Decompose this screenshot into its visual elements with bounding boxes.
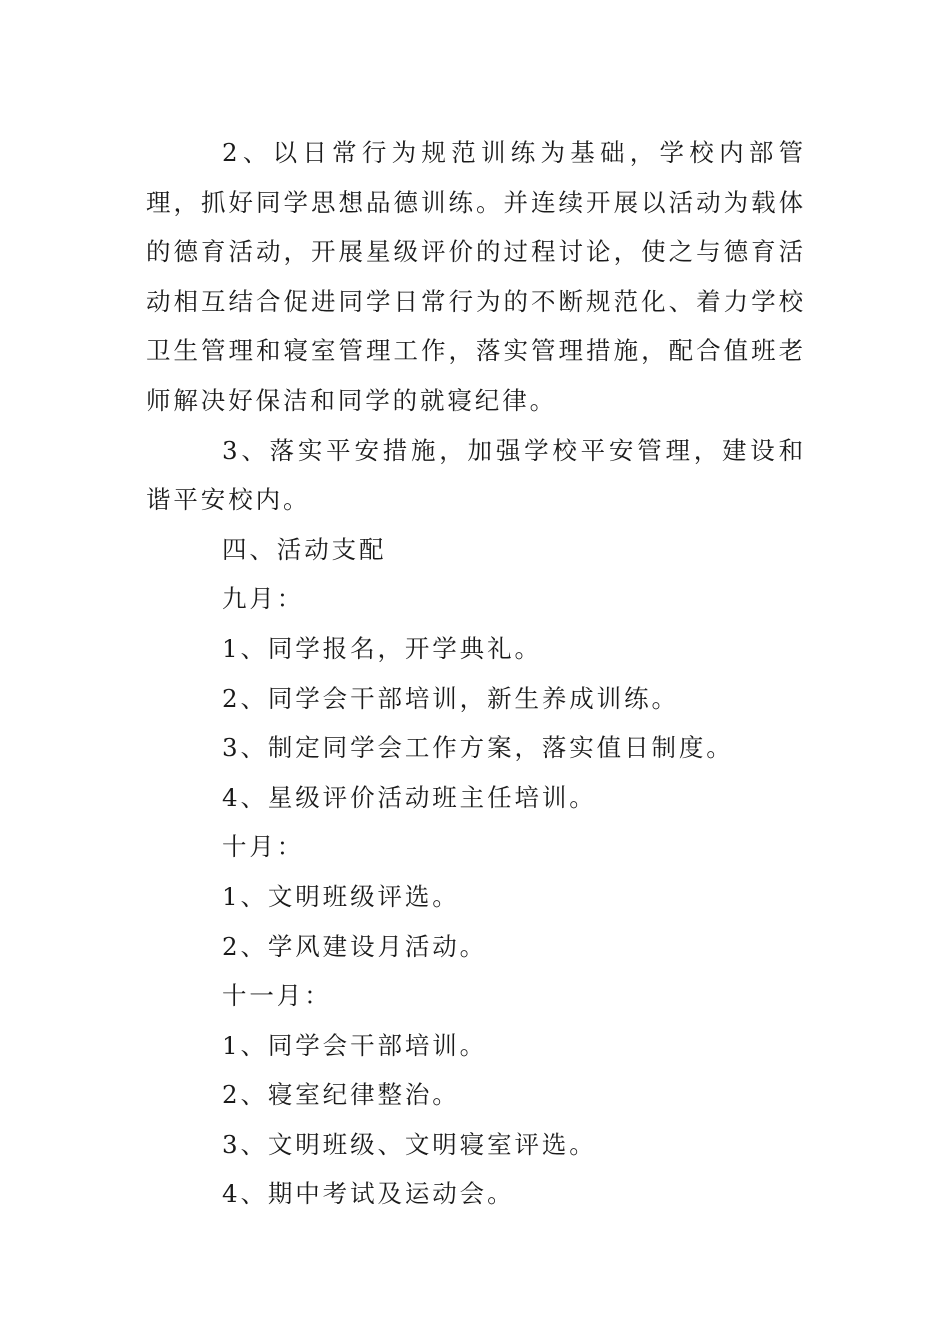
list-item: 2、寝室纪律整治。 [222, 1080, 460, 1110]
list-item: 3、制定同学会工作方案，落实值日制度。 [222, 733, 734, 763]
list-item: 4、星级评价活动班主任培训。 [222, 782, 597, 812]
list-item: 2、学风建设月活动。 [222, 931, 488, 961]
paragraph-item-3: 3、落实平安措施，加强学校平安管理，建设和谐平安校内。 [146, 435, 806, 515]
document-page [146, 128, 806, 1219]
list-item: 1、同学会干部培训。 [222, 1030, 488, 1060]
list-item: 1、文明班级评选。 [222, 881, 460, 911]
section-title: 四、活动支配 [222, 534, 387, 564]
month-title-november: 十一月： [222, 981, 332, 1011]
list-item: 2、同学会干部培训，新生养成训练。 [222, 683, 679, 713]
list-item: 3、文明班级、文明寝室评选。 [222, 1129, 597, 1159]
list-item: 4、期中考试及运动会。 [222, 1179, 515, 1209]
month-title-september: 九月： [222, 584, 305, 614]
paragraph-item-2: 2、以日常行为规范训练为基础，学校内部管理，抓好同学思想品德训练。并连续开展以活动为载体的德育活动，开展星级评价的过程讨论，使之与德育活动相互结合促进同学日常行为的不断规范化、着力学校卫生管理和寝室管理工作，落实管理措施，配合值班老师解决好保洁和同学的就寝纪律。 [146, 138, 806, 415]
list-item: 1、同学报名，开学典礼。 [222, 633, 542, 663]
month-title-october: 十月： [222, 832, 305, 862]
